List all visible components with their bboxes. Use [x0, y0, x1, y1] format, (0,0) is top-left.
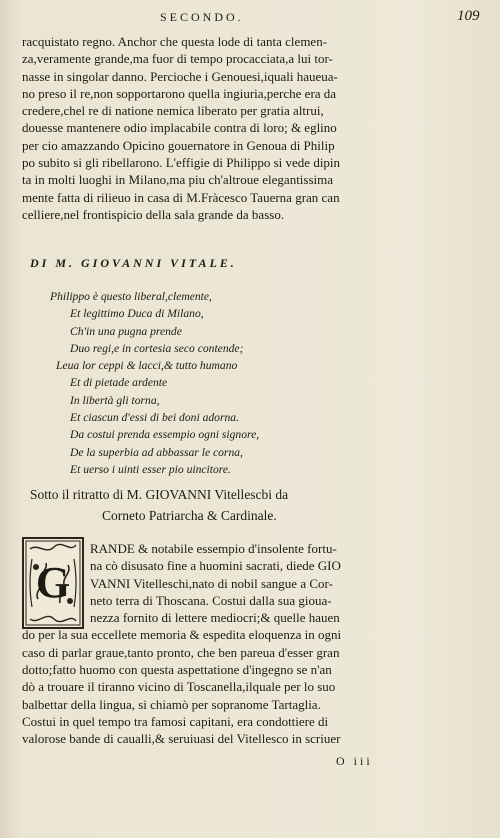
text-line: za,veramente grande,ma fuor di tempo procacciata,a lui tor-: [22, 51, 333, 67]
text-line: po subito si gli ribellarono. L'effigie di Philippo si vede dipin: [22, 155, 341, 171]
section-title: DI M. GIOVANNI VITALE.: [30, 256, 237, 270]
text-line: na cò disusato fine a huomini sacrati, diede GIO: [90, 558, 341, 574]
text-line: mente fatta di rilieuo in casa di M.Fràcesco Tauerna gran can: [22, 189, 340, 205]
text-line: ta in molti luoghi in Milano,ma piu ch'altroue elegantissima: [22, 172, 334, 188]
poem-line: Ch'in una pugna prende: [70, 324, 182, 338]
poem-line: Et uerso i uinti esser pio uincitore.: [70, 462, 231, 476]
signature-mark: O iii: [336, 754, 373, 768]
text-line: no preso il re,non sopportarono quella ingiuria,perche era da: [22, 85, 337, 101]
poem-line: Philippo è questo liberal,clemente,: [50, 290, 212, 303]
poem-line: Leua lor ceppi & lacci,& tutto humano: [56, 359, 238, 373]
text-line: VANNI Vitelleschi,nato di nobil sangue a Cor-: [90, 575, 333, 591]
caption-line: Corneto Patriarcha & Cardinale.: [102, 508, 277, 523]
text-line: nezza fornito di lettere mediocri;& quelle hauen: [90, 610, 340, 626]
text-line: Costui in quel tempo tra famosi capitani, era condottiere di: [22, 713, 329, 729]
poem-line: Duo regi,e in cortesia seco contende;: [70, 341, 244, 355]
portrait-caption: [30, 484, 430, 526]
text-line: nasse in singolar danno. Percioche i Genouesi,iquali haueua-: [22, 68, 338, 84]
poem-line: Da costui prenda essempio ogni signore,: [70, 428, 260, 442]
running-head: SECONDO.: [160, 10, 244, 24]
poem-line: Et ciascun d'essi di bei doni adorna.: [70, 411, 239, 425]
text-line: credere,chel re di natione nemica liberato per gratia altrui,: [22, 103, 324, 119]
text-line: valorose bande di caualli,& seruiuasi del Vitellesco in scriuer: [22, 731, 341, 747]
page-header: [0, 8, 500, 32]
poem-line: In libertà gli torna,: [70, 393, 160, 407]
text-line: do per la sua eccellete memoria & espedita eloquenza in ogni: [22, 627, 342, 643]
text-line: dotto;fatto huomo con questa aspettatione d'ingegno se n'an: [22, 662, 332, 678]
poem-line: Et di pietade ardente: [70, 376, 168, 390]
text-line: racquistato regno. Anchor che questa lode di tanta clemen-: [22, 34, 328, 49]
text-line: celliere,nel frontispicio della sala grande da basso.: [22, 206, 285, 222]
poem-line: De la superbia ad abbassar le corna,: [70, 445, 243, 459]
caption-line: Sotto il ritratto di M. GIOVANNI Vitellescbi da: [30, 487, 289, 502]
text-line: caso di parlar graue,tanto pronto, che ben pareua d'esser gran: [22, 644, 340, 660]
text-line: dò a trouare il tiranno vicino di Toscanella,ilquale per lo suo: [22, 679, 336, 695]
text-line: per cio amazzando Opicino gouernatore in Genoua di Philip: [22, 137, 335, 153]
poem-line: Et legittimo Duca di Milano,: [70, 307, 204, 321]
text-line: douesse mantenere odio implacabile contra di loro; & eglino: [22, 120, 337, 136]
initial-letter: G: [35, 558, 71, 607]
paragraph-philippo: [22, 33, 420, 223]
page-number: 109: [457, 8, 480, 24]
poem: [0, 288, 260, 478]
text-line: balbettar della lingua, si chiamò per sopranome Tartaglia.: [22, 696, 321, 712]
paragraph-vitelleschi: [22, 540, 420, 748]
text-line: RANDE & notabile essempio d'insolente fortu-: [90, 541, 337, 556]
text-line: neto terra di Thoscana. Costui dalla sua gioua-: [90, 592, 332, 608]
